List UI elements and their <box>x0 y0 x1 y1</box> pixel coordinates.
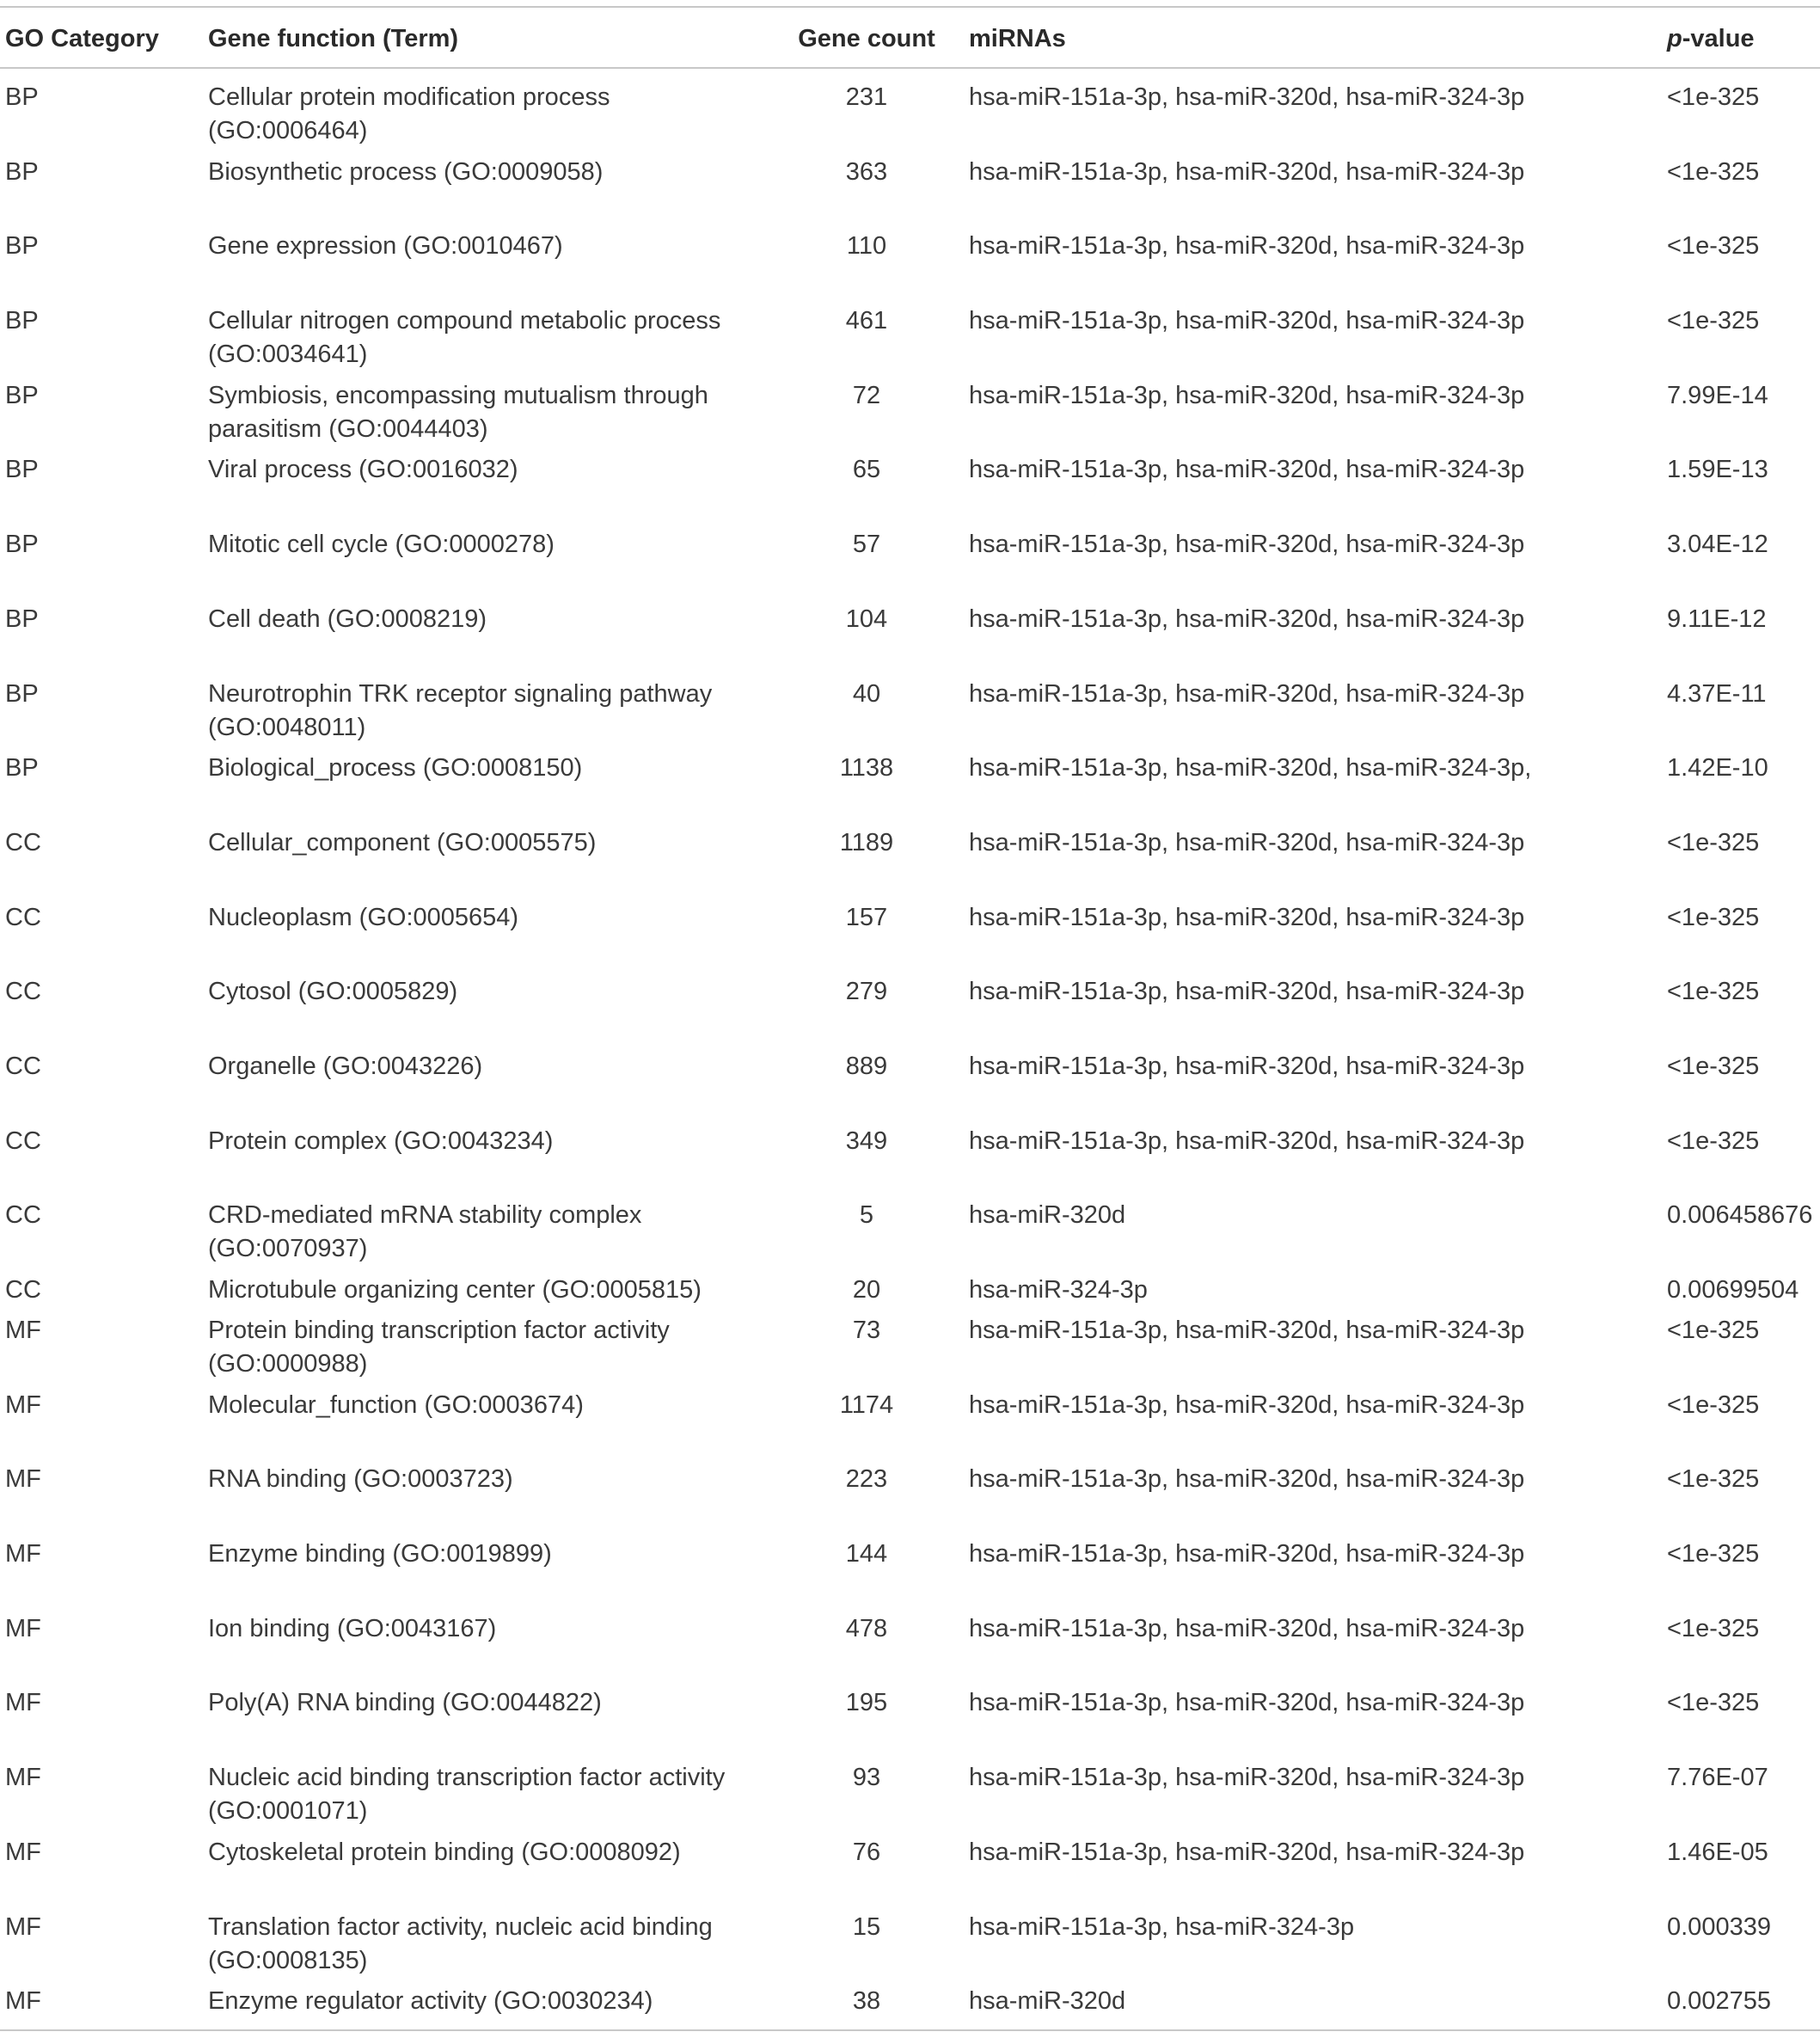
cell-gene-count: 349 <box>845 1126 888 1155</box>
table-row <box>0 1836 1820 1911</box>
cell-go-category: MF <box>5 1689 41 1717</box>
header-p-value <box>1667 7 1820 68</box>
table-row <box>0 304 1820 379</box>
cell-go-category: CC <box>5 978 41 1006</box>
table-row <box>0 603 1820 678</box>
header-gene-function: Gene function (Term) <box>208 7 764 68</box>
cell-mirnas: hsa-miR-151a-3p, hsa-miR-320d, hsa-miR-324-3p <box>969 828 1525 856</box>
header-gene-count: Gene count <box>764 7 969 68</box>
cell-go-category: CC <box>5 1052 41 1080</box>
cell-gene-function: Protein complex (GO:0043234) <box>208 1126 554 1155</box>
cell-gene-function: Enzyme regulator activity (GO:0030234) <box>208 1985 764 2030</box>
cell-mirnas: hsa-miR-151a-3p, hsa-miR-320d, hsa-miR-324-3p <box>969 83 1525 111</box>
cell-mirnas: hsa-miR-151a-3p, hsa-miR-320d, hsa-miR-324-3p <box>969 1689 1525 1717</box>
cell-mirnas: hsa-miR-151a-3p, hsa-miR-320d, hsa-miR-324-3p <box>969 903 1525 931</box>
cell-p-value: 3.04E-12 <box>1667 531 1768 559</box>
cell-gene-function: Viral process (GO:0016032) <box>208 456 518 484</box>
cell-p-value: <1e-325 <box>1667 157 1760 186</box>
cell-p-value: <1e-325 <box>1667 83 1760 111</box>
cell-p-value: 7.99E-14 <box>1667 381 1768 409</box>
cell-mirnas: hsa-miR-151a-3p, hsa-miR-320d, hsa-miR-324-3p <box>969 232 1525 261</box>
table-row <box>0 1274 1820 1314</box>
cell-gene-count: 110 <box>846 232 887 261</box>
cell-gene-function: Cellular nitrogen compound metabolic process (GO:0034641) <box>208 307 721 369</box>
table-row <box>0 230 1820 304</box>
cell-gene-count: 144 <box>845 1540 888 1568</box>
header-go-category: GO Category <box>0 7 208 68</box>
table-header <box>0 7 1820 68</box>
cell-gene-count: 223 <box>845 1465 888 1494</box>
cell-gene-count: 195 <box>845 1689 888 1717</box>
cell-gene-count: 20 <box>852 1276 881 1304</box>
cell-mirnas: hsa-miR-151a-3p, hsa-miR-320d, hsa-miR-324-3p <box>969 1126 1525 1155</box>
cell-gene-count: 40 <box>852 679 881 708</box>
table-row <box>0 68 1820 156</box>
cell-go-category: BP <box>5 157 39 186</box>
cell-go-category: BP <box>5 381 39 409</box>
cell-p-value: <1e-325 <box>1667 307 1760 335</box>
cell-gene-count: 76 <box>852 1838 881 1866</box>
table-row <box>0 1463 1820 1538</box>
cell-gene-function: Ion binding (GO:0043167) <box>208 1614 497 1642</box>
cell-go-category: MF <box>5 1317 41 1344</box>
cell-mirnas: hsa-miR-151a-3p, hsa-miR-324-3p <box>969 1912 1355 1941</box>
cell-gene-count: 231 <box>845 83 888 111</box>
cell-go-category: BP <box>5 232 39 261</box>
cell-gene-function: Cellular protein modification process (GO:0006464) <box>208 83 610 144</box>
cell-mirnas: hsa-miR-151a-3p, hsa-miR-320d, hsa-miR-324-3p <box>969 679 1525 708</box>
cell-p-value: 4.37E-11 <box>1667 679 1767 708</box>
cell-p-value: <1e-325 <box>1667 1317 1760 1344</box>
cell-mirnas: hsa-miR-151a-3p, hsa-miR-320d, hsa-miR-324-3p <box>969 1465 1525 1494</box>
cell-p-value: 9.11E-12 <box>1667 605 1767 633</box>
table-row <box>0 528 1820 603</box>
cell-gene-function: Cellular_component (GO:0005575) <box>208 828 597 856</box>
cell-go-category: MF <box>5 1540 41 1568</box>
cell-go-category: BP <box>5 83 39 111</box>
table-row <box>0 1538 1820 1612</box>
cell-gene-function: Enzyme binding (GO:0019899) <box>208 1540 552 1568</box>
table-row <box>0 1985 1820 2030</box>
table-row <box>0 1911 1820 1986</box>
cell-gene-function: Translation factor activity, nucleic acid binding (GO:0008135) <box>208 1912 713 1974</box>
cell-gene-function: Symbiosis, encompassing mutualism through parasitism (GO:0044403) <box>208 381 708 443</box>
table-row <box>0 901 1820 976</box>
cell-gene-count: 93 <box>852 1764 881 1792</box>
table-row <box>0 752 1820 826</box>
cell-p-value: 0.002755 <box>1667 1985 1820 2030</box>
table-row <box>0 1050 1820 1125</box>
cell-go-category: MF <box>5 1764 41 1792</box>
cell-gene-count: 889 <box>845 1052 888 1080</box>
header-p-rest: -value <box>1682 25 1755 52</box>
cell-p-value: 1.59E-13 <box>1667 456 1768 484</box>
cell-mirnas: hsa-miR-151a-3p, hsa-miR-320d, hsa-miR-324-3p <box>969 531 1525 559</box>
cell-go-category: CC <box>5 1201 41 1230</box>
cell-gene-count: 72 <box>852 381 881 409</box>
cell-p-value: 0.006458676 <box>1667 1201 1813 1230</box>
header-mirnas: miRNAs <box>969 7 1667 68</box>
cell-gene-count: 279 <box>845 978 888 1006</box>
cell-go-category: MF <box>0 1985 208 2030</box>
table-body <box>0 68 1820 2030</box>
table-row <box>0 1761 1820 1836</box>
cell-gene-function: Biosynthetic process (GO:0009058) <box>208 157 604 186</box>
cell-gene-count: 1138 <box>839 754 894 783</box>
cell-p-value: <1e-325 <box>1667 1390 1760 1419</box>
cell-mirnas: hsa-miR-151a-3p, hsa-miR-320d, hsa-miR-324-3p <box>969 1540 1525 1568</box>
cell-gene-function: Biological_process (GO:0008150) <box>208 754 583 783</box>
cell-go-category: CC <box>5 903 41 931</box>
cell-mirnas: hsa-miR-320d <box>969 1985 1667 2030</box>
cell-mirnas: hsa-miR-151a-3p, hsa-miR-320d, hsa-miR-324-3p <box>969 1764 1525 1792</box>
cell-gene-count: 461 <box>845 307 888 335</box>
cell-mirnas: hsa-miR-151a-3p, hsa-miR-320d, hsa-miR-324-3p <box>969 978 1525 1006</box>
cell-gene-count: 38 <box>764 1985 969 2030</box>
table-row <box>0 453 1820 528</box>
table-row <box>0 156 1820 230</box>
header-p-italic: p <box>1667 25 1682 52</box>
cell-gene-function: Microtubule organizing center (GO:0005815) <box>208 1276 702 1304</box>
cell-mirnas: hsa-miR-151a-3p, hsa-miR-320d, hsa-miR-324-3p <box>969 1390 1525 1419</box>
table-row <box>0 826 1820 901</box>
cell-mirnas: hsa-miR-320d <box>969 1201 1126 1230</box>
table-row <box>0 1199 1820 1274</box>
cell-gene-count: 478 <box>845 1614 888 1642</box>
table-row <box>0 1612 1820 1687</box>
cell-gene-count: 5 <box>859 1201 874 1230</box>
table-row <box>0 1314 1820 1389</box>
go-enrichment-table <box>0 6 1820 2031</box>
cell-p-value: 0.00699504 <box>1667 1276 1799 1304</box>
cell-go-category: CC <box>5 1276 41 1304</box>
cell-gene-function: Cell death (GO:0008219) <box>208 605 487 633</box>
cell-mirnas: hsa-miR-151a-3p, hsa-miR-320d, hsa-miR-324-3p <box>969 1838 1525 1866</box>
cell-gene-count: 65 <box>852 456 881 484</box>
cell-gene-function: Neurotrophin TRK receptor signaling pathway (GO:0048011) <box>208 679 713 741</box>
cell-p-value: <1e-325 <box>1667 1126 1760 1155</box>
cell-mirnas: hsa-miR-151a-3p, hsa-miR-320d, hsa-miR-324-3p <box>969 456 1525 484</box>
cell-go-category: BP <box>5 605 39 633</box>
cell-p-value: <1e-325 <box>1667 232 1760 261</box>
cell-gene-function: Mitotic cell cycle (GO:0000278) <box>208 531 555 559</box>
cell-gene-count: 1174 <box>839 1390 894 1419</box>
cell-gene-function: CRD-mediated mRNA stability complex (GO:0070937) <box>208 1201 642 1263</box>
cell-p-value: <1e-325 <box>1667 1465 1760 1494</box>
cell-go-category: BP <box>5 754 39 783</box>
cell-p-value: <1e-325 <box>1667 903 1760 931</box>
cell-mirnas: hsa-miR-151a-3p, hsa-miR-320d, hsa-miR-324-3p <box>969 605 1525 633</box>
cell-go-category: MF <box>5 1838 41 1866</box>
cell-gene-count: 1189 <box>839 828 894 856</box>
cell-p-value: 7.76E-07 <box>1667 1764 1768 1792</box>
cell-mirnas: hsa-miR-151a-3p, hsa-miR-320d, hsa-miR-324-3p <box>969 1317 1525 1344</box>
cell-gene-function: Protein binding transcription factor activity (GO:0000988) <box>208 1317 670 1378</box>
cell-gene-function: Cytoskeletal protein binding (GO:0008092) <box>208 1838 681 1866</box>
cell-p-value: <1e-325 <box>1667 1614 1760 1642</box>
cell-p-value: <1e-325 <box>1667 978 1760 1006</box>
cell-gene-count: 104 <box>845 605 888 633</box>
table-row <box>0 379 1820 454</box>
table-row <box>0 1686 1820 1761</box>
cell-gene-function: Cytosol (GO:0005829) <box>208 978 458 1006</box>
cell-go-category: CC <box>5 828 41 856</box>
table-row <box>0 975 1820 1050</box>
cell-p-value: <1e-325 <box>1667 1540 1760 1568</box>
cell-gene-count: 57 <box>852 531 881 559</box>
cell-go-category: MF <box>5 1390 41 1419</box>
cell-gene-count: 73 <box>852 1317 881 1344</box>
table-row <box>0 1389 1820 1464</box>
cell-gene-function: RNA binding (GO:0003723) <box>208 1465 513 1494</box>
cell-mirnas: hsa-miR-324-3p <box>969 1276 1148 1304</box>
cell-gene-count: 15 <box>852 1912 881 1941</box>
cell-gene-function: Gene expression (GO:0010467) <box>208 232 563 261</box>
cell-go-category: BP <box>5 307 39 335</box>
table-row <box>0 678 1820 752</box>
cell-mirnas: hsa-miR-151a-3p, hsa-miR-320d, hsa-miR-324-3p <box>969 157 1525 186</box>
cell-gene-function: Poly(A) RNA binding (GO:0044822) <box>208 1689 602 1717</box>
cell-go-category: MF <box>5 1912 41 1941</box>
cell-p-value: 0.000339 <box>1667 1912 1771 1941</box>
cell-mirnas: hsa-miR-151a-3p, hsa-miR-320d, hsa-miR-324-3p <box>969 1614 1525 1642</box>
cell-go-category: MF <box>5 1465 41 1494</box>
cell-go-category: BP <box>5 531 39 559</box>
cell-p-value: 1.42E-10 <box>1667 754 1768 783</box>
cell-p-value: <1e-325 <box>1667 1689 1760 1717</box>
cell-mirnas: hsa-miR-151a-3p, hsa-miR-320d, hsa-miR-324-3p <box>969 1052 1525 1080</box>
cell-go-category: BP <box>5 456 39 484</box>
header-row <box>0 7 1820 68</box>
cell-mirnas: hsa-miR-151a-3p, hsa-miR-320d, hsa-miR-324-3p, <box>969 754 1532 783</box>
cell-mirnas: hsa-miR-151a-3p, hsa-miR-320d, hsa-miR-324-3p <box>969 307 1525 335</box>
cell-mirnas: hsa-miR-151a-3p, hsa-miR-320d, hsa-miR-324-3p <box>969 381 1525 409</box>
cell-gene-function: Molecular_function (GO:0003674) <box>208 1390 584 1419</box>
cell-gene-function: Nucleic acid binding transcription factor activity (GO:0001071) <box>208 1764 726 1826</box>
cell-gene-count: 157 <box>845 903 888 931</box>
cell-go-category: CC <box>5 1126 41 1155</box>
cell-p-value: <1e-325 <box>1667 828 1760 856</box>
cell-gene-function: Organelle (GO:0043226) <box>208 1052 483 1080</box>
cell-go-category: MF <box>5 1614 41 1642</box>
cell-p-value: <1e-325 <box>1667 1052 1760 1080</box>
cell-p-value: 1.46E-05 <box>1667 1838 1768 1866</box>
cell-gene-count: 363 <box>845 157 888 186</box>
cell-gene-function: Nucleoplasm (GO:0005654) <box>208 903 519 931</box>
cell-go-category: BP <box>5 679 39 708</box>
table-row <box>0 1125 1820 1200</box>
